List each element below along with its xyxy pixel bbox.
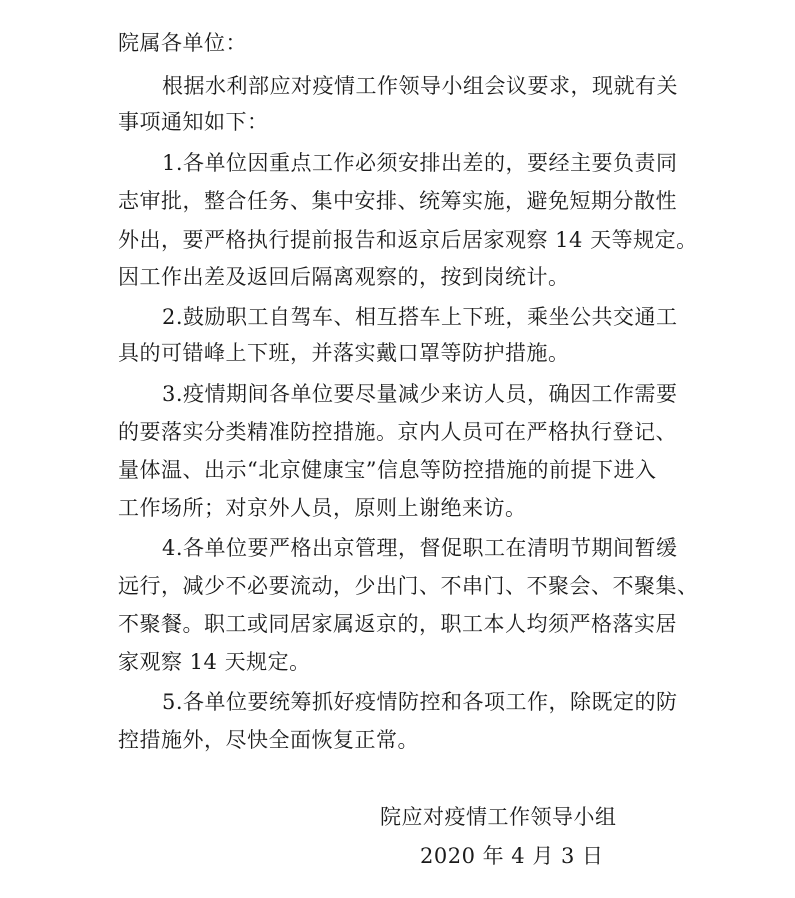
item-5-line-1: 5.各单位要统筹抓好疫情防控和各项工作，除既定的防 bbox=[162, 690, 678, 714]
item-2-line-2: 具的可错峰上下班，并落实戴口罩等防护措施。 bbox=[118, 341, 570, 365]
item-1-line-4: 因工作出差及返回后隔离观察的，按到岗统计。 bbox=[118, 265, 570, 289]
item-3-line-2: 的要落实分类精准防控措施。京内人员可在严格执行登记、 bbox=[118, 420, 677, 444]
item-4-line-3: 不聚餐。职工或同居家属返京的，职工本人均须严格落实居 bbox=[118, 612, 677, 636]
item-1-line-1: 1.各单位因重点工作必须安排出差的，要经主要负责同 bbox=[162, 151, 678, 175]
intro-line-1: 根据水利部应对疫情工作领导小组会议要求，现就有关 bbox=[162, 74, 678, 98]
item-4-line-1: 4.各单位要严格出京管理，督促职工在清明节期间暂缓 bbox=[162, 536, 678, 560]
item-4-line-2: 远行，减少不必要流动，少出门、不串门、不聚会、不聚集、 bbox=[118, 574, 699, 598]
signature: 院应对疫情工作领导小组 bbox=[380, 805, 617, 829]
item-4-line-4: 家观察 14 天规定。 bbox=[118, 650, 311, 674]
salutation: 院属各单位： bbox=[118, 31, 247, 55]
item-3-line-3: 量体温、出示“北京健康宝”信息等防控措施的前提下进入 bbox=[118, 458, 657, 482]
item-1-line-3: 外出，要严格执行提前报告和返京后居家观察 14 天等规定。 bbox=[118, 228, 698, 252]
issue-date: 2020 年 4 月 3 日 bbox=[420, 844, 604, 868]
item-2-line-1: 2.鼓励职工自驾车、相互搭车上下班，乘坐公共交通工 bbox=[162, 305, 678, 329]
item-3-line-1: 3.疫情期间各单位要尽量减少来访人员，确因工作需要 bbox=[162, 382, 678, 406]
item-1-line-2: 志审批，整合任务、集中安排、统筹实施，避免短期分散性 bbox=[118, 189, 677, 213]
item-3-line-4: 工作场所；对京外人员，原则上谢绝来访。 bbox=[118, 496, 527, 520]
item-5-line-2: 控措施外，尽快全面恢复正常。 bbox=[118, 728, 419, 752]
intro-line-2: 事项通知如下： bbox=[118, 110, 269, 134]
